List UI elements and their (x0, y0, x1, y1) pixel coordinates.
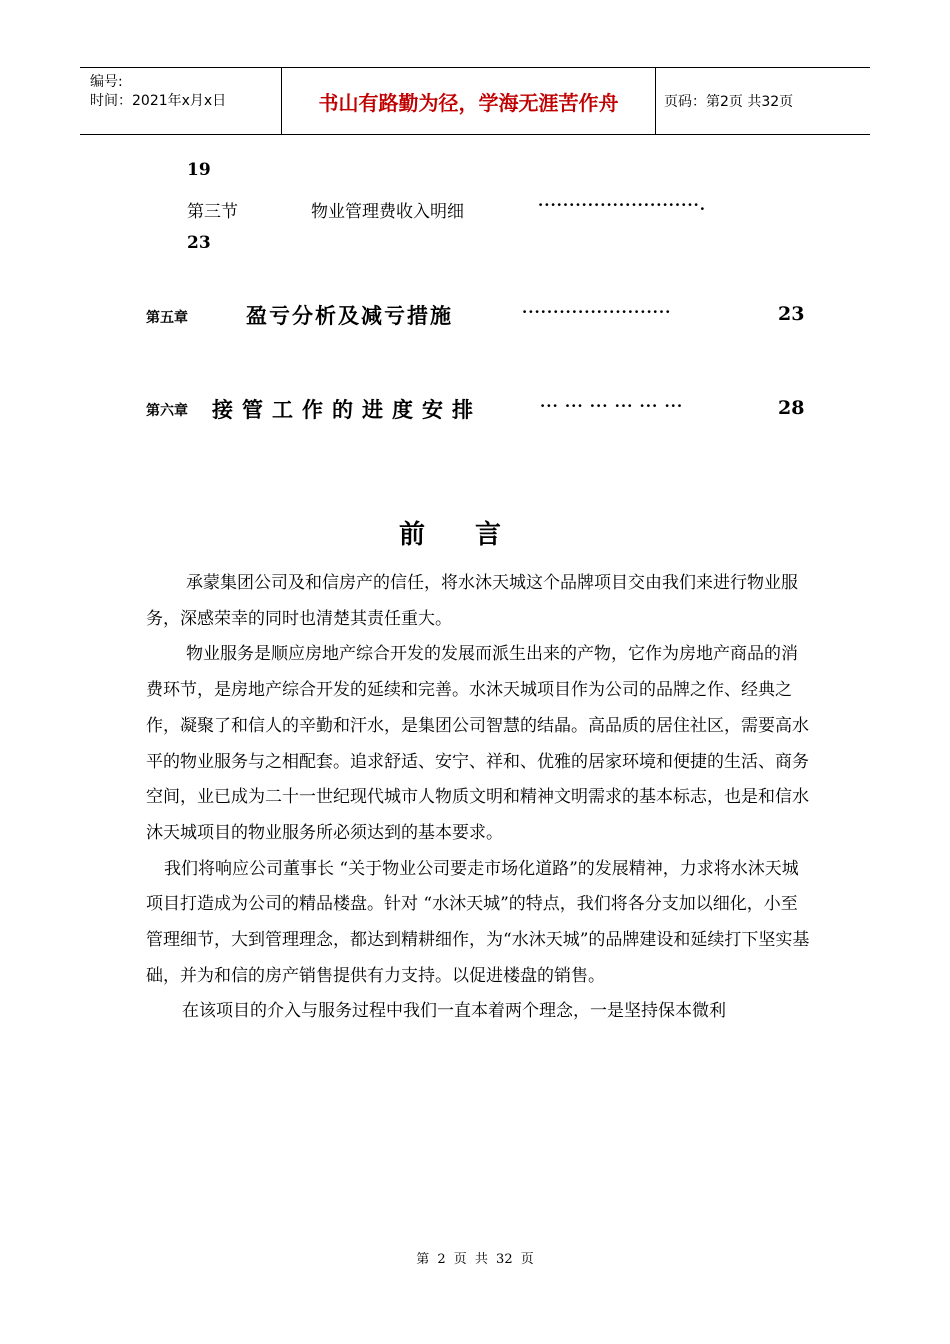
toc-chapter6-label: 第六章 (146, 403, 188, 419)
toc-chapter5-title: 盈亏分析及减亏措施 (246, 303, 453, 328)
toc-chapter6-page: 28 (778, 397, 805, 419)
toc-section3-title: 物业管理费收入明细 (311, 202, 464, 222)
document-date: 时间：2021年x月x日 (90, 93, 227, 109)
preface-paragraph: 物业服务是顺应房地产综合开发的发展而派生出来的产物，它作为房地产商品的消费环节，是房地产综合开发的延续和完善。水沐天城项目作为公司的品牌之作、经典之作，凝聚了和信人的辛勤和汗水，是集团公司智慧的结晶。高品质的居住社区，需要高水平的物业服务与之相配套。追求舒适、安宁、祥和、优雅的居家环境和便捷的生活、商务空间，业已成为二十一世纪现代城市人物质文明和精神文明需求的基本标志，也是和信水沐天城项目的物业服务所必须达到的基本要求。 (146, 644, 809, 843)
preface-paragraph: 承蒙集团公司及和信房产的信任，将水沐天城这个品牌项目交由我们来进行物业服务，深感荣幸的同时也清楚其责任重大。 (146, 573, 798, 629)
preface-paragraph: 我们将响应公司董事长 “关于物业公司要走市场化道路”的发展精神，力求将水沐天城项目打造成为公司的精品楼盘。针对 “水沐天城”的特点，我们将各分支加以细化，小至管理细节，大到管理理念，都达到精耕细作，为“水沐天城”的品牌建设和延续打下坚实基础，并为和信的房产销售提供有力支持。以促进楼盘的销售。 (146, 858, 810, 986)
toc-chapter5-page: 23 (778, 303, 805, 325)
toc-chapter5-dots: ························ (522, 303, 672, 321)
preface-title: 前言 (398, 520, 551, 550)
toc-chapter5-label: 第五章 (146, 310, 188, 326)
page-header (80, 67, 870, 135)
header-meta (80, 68, 282, 134)
page-footer: 第 2 页 共 32 页 (416, 1252, 534, 1267)
toc-carry-page: 19 (187, 160, 211, 180)
header-page-info: 页码：第2页 共32页 (664, 94, 794, 110)
toc-section3-page: 23 (187, 233, 211, 253)
toc-section3-label: 第三节 (187, 202, 238, 222)
preface-paragraph: 在该项目的介入与服务过程中我们一直本着两个理念，一是坚持保本微利 (182, 1001, 726, 1022)
toc-chapter6-title: 接管工作的进度安排 (212, 397, 482, 422)
toc-chapter6-dots: ··· ··· ··· ··· ··· ··· (540, 397, 684, 415)
document-number-label: 编号: (90, 74, 123, 90)
header-motto: 书山有路勤为径，学海无涯苦作舟 (282, 68, 656, 134)
toc-section3-dots: ··························. (538, 196, 706, 214)
preface-body (146, 566, 810, 1030)
